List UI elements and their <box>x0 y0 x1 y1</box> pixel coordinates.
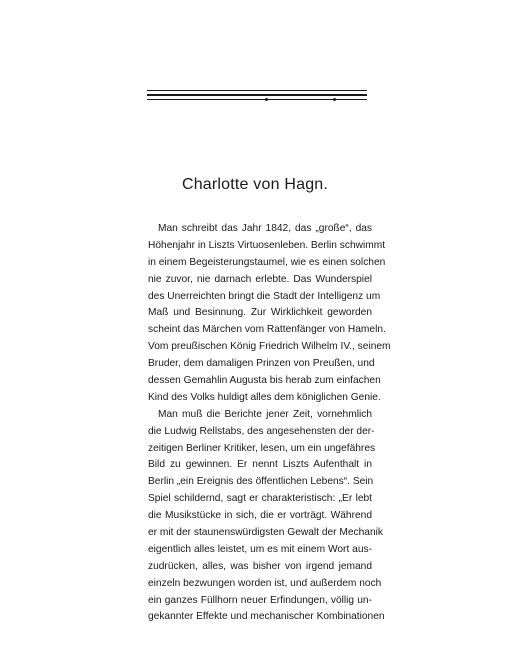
rule-ornament-dot <box>265 98 268 101</box>
text-line: nie zuvor, nie darnach erlebte. Das Wunderspiel <box>148 273 372 285</box>
text-line: Maß und Besinnung. Zur Wirklichkeit geworden <box>148 307 372 319</box>
text-line: dessen Gemahlin Augusta bis herab zum einfachen <box>148 375 381 387</box>
text-line: zeitigen Berliner Kritiker, lesen, um ein ungefähres <box>148 442 376 454</box>
rule-line-middle <box>147 94 367 96</box>
text-line: Man schreibt das Jahr 1842, das „große“, das <box>158 223 372 234</box>
text-line: er mit der staunenswürdigsten Gewalt der Mechanik <box>148 527 383 539</box>
text-line: scheint das Märchen vom Rattenfänger von Hameln. <box>148 324 386 336</box>
text-line: ein ganzes Füllhorn neuer Erfindungen, völlig un- <box>148 594 372 606</box>
text-line: gekannter Effekte und mechanischer Kombinationen <box>148 611 385 623</box>
text-line: Bruder, dem damaligen Prinzen von Preußen, und <box>148 358 375 370</box>
text-line: Höhenjahr in Liszts Virtuosenleben. Berlin schwimmt <box>148 239 386 251</box>
rule-ornament-dot <box>333 98 336 101</box>
text-line: Man muß die Berichte jener Zeit, vornehmlich <box>158 408 372 420</box>
text-line: eigentlich alles leistet, um es mit einem Wort aus- <box>148 543 372 555</box>
text-line: Spiel schildernd, sagt er charakteristisch: „Er lebt <box>148 493 372 505</box>
text-line: Bild zu gewinnen. Er nennt Liszts Aufenthalt in <box>148 459 372 471</box>
header-ornament-rule <box>147 90 367 104</box>
text-line: in einem Begeisterungstaumel, wie es einen solchen <box>148 256 386 268</box>
text-line: Berlin „ein Ereignis des öffentlichen Lebens“. Sein <box>148 476 374 488</box>
text-line: des Unerreichten bringt die Stadt der Intelligenz um <box>148 290 381 302</box>
rule-line-top <box>147 90 367 91</box>
chapter-title: Charlotte von Hagn. <box>181 176 329 193</box>
text-line: Vom preußischen König Friedrich Wilhelm IV., seinem <box>148 341 391 353</box>
text-line: die Musikstücke in sich, die er vorträgt. Während <box>148 510 372 522</box>
text-line: zudrücken, alles, was bisher von irgend jemand <box>148 560 372 572</box>
text-line: Kind des Volks huldigt alles dem königlichen Genie. <box>148 391 381 403</box>
body-text <box>148 221 391 626</box>
text-line: die Ludwig Rellstabs, des angesehensten der der- <box>148 425 375 437</box>
text-line: einzeln bezwungen worden ist, und außerdem noch <box>148 577 382 589</box>
